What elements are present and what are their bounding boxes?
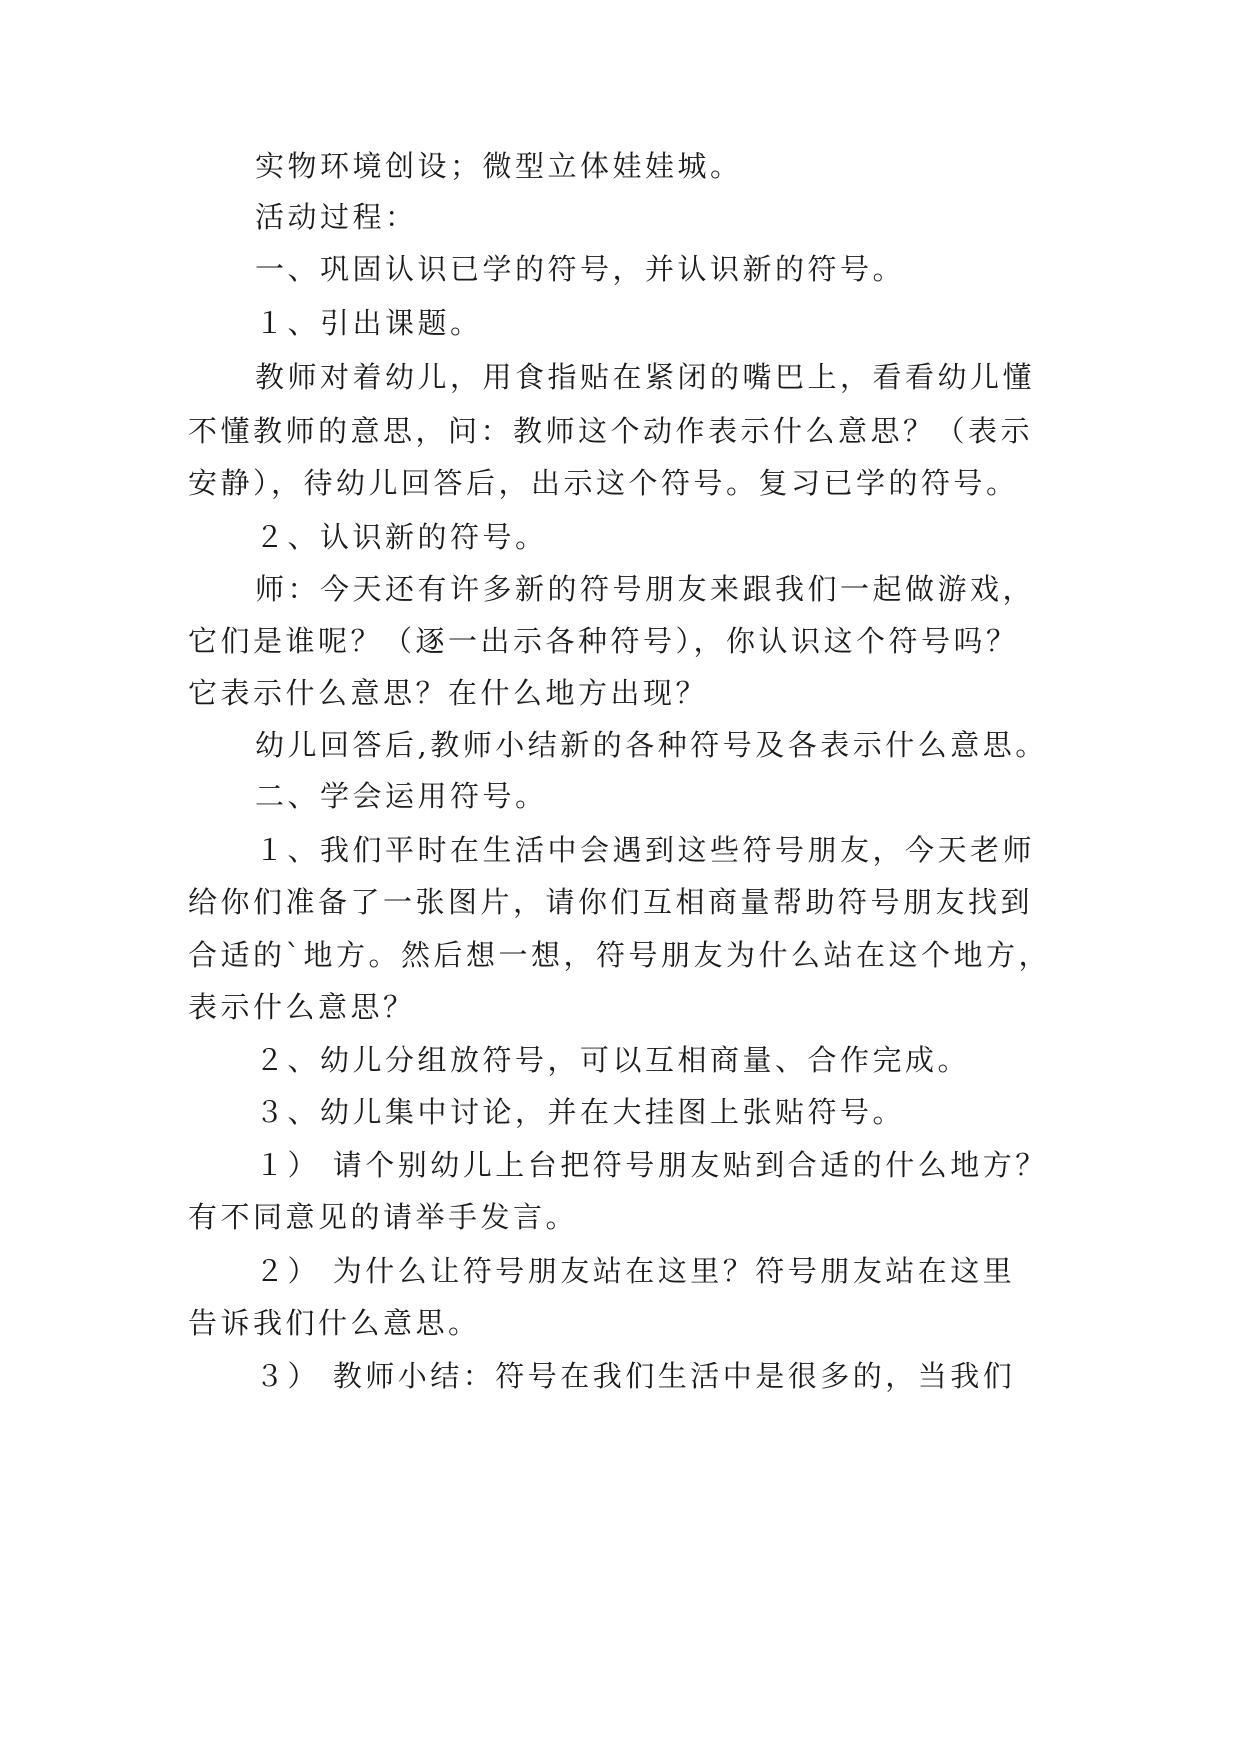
text-line: １、我们平时在生活中会遇到这些符号朋友，今天老师 xyxy=(255,833,1036,867)
text-line: 二、学会运用符号。 xyxy=(255,779,548,813)
text-line: 幼儿回答后,教师小结新的各种符号及各表示什么意思。 xyxy=(255,728,1048,762)
text-line: 它们是谁呢？（逐一出示各种符号），你认识这个符号吗？ xyxy=(188,624,1019,658)
text-line: 不懂教师的意思，问：教师这个动作表示什么意思？（表示 xyxy=(188,414,1034,448)
text-line: ２、认识新的符号。 xyxy=(255,520,548,554)
text-line: 告诉我们什么意思。 xyxy=(188,1306,481,1340)
text-line: 安静），待幼儿回答后，出示这个符号。复习已学的符号。 xyxy=(188,466,1019,500)
text-line: ２、幼儿分组放符号，可以互相商量、合作完成。 xyxy=(255,1043,971,1077)
text-line: 活动过程： xyxy=(255,200,418,234)
text-line: 表示什么意思？ xyxy=(188,990,416,1024)
text-line: 一、巩固认识已学的符号，并认识新的符号。 xyxy=(255,252,906,286)
text-line: １） 请个别幼儿上台把符号朋友贴到合适的什么地方？ xyxy=(255,1148,1048,1182)
text-line: 有不同意见的请举手发言。 xyxy=(188,1200,579,1234)
text-line: 给你们准备了一张图片，请你们互相商量帮助符号朋友找到 xyxy=(188,885,1034,919)
text-line: 师：今天还有许多新的符号朋友来跟我们一起做游戏， xyxy=(255,572,1036,606)
text-line: ３） 教师小结：符号在我们生活中是很多的，当我们 xyxy=(255,1359,1016,1393)
text-line: 实物环境创设；微型立体娃娃城。 xyxy=(255,149,743,183)
text-line: １、引出课题。 xyxy=(255,306,483,340)
text-line: 教师对着幼儿，用食指贴在紧闭的嘴巴上，看看幼儿懂 xyxy=(255,360,1036,394)
text-line: 它表示什么意思？在什么地方出现？ xyxy=(188,676,709,710)
text-line: ３、幼儿集中讨论，并在大挂图上张贴符号。 xyxy=(255,1095,906,1129)
text-line: ２） 为什么让符号朋友站在这里？符号朋友站在这里 xyxy=(255,1254,1016,1288)
text-line: 合适的`地方。然后想一想，符号朋友为什么站在这个地方， xyxy=(188,938,1052,972)
